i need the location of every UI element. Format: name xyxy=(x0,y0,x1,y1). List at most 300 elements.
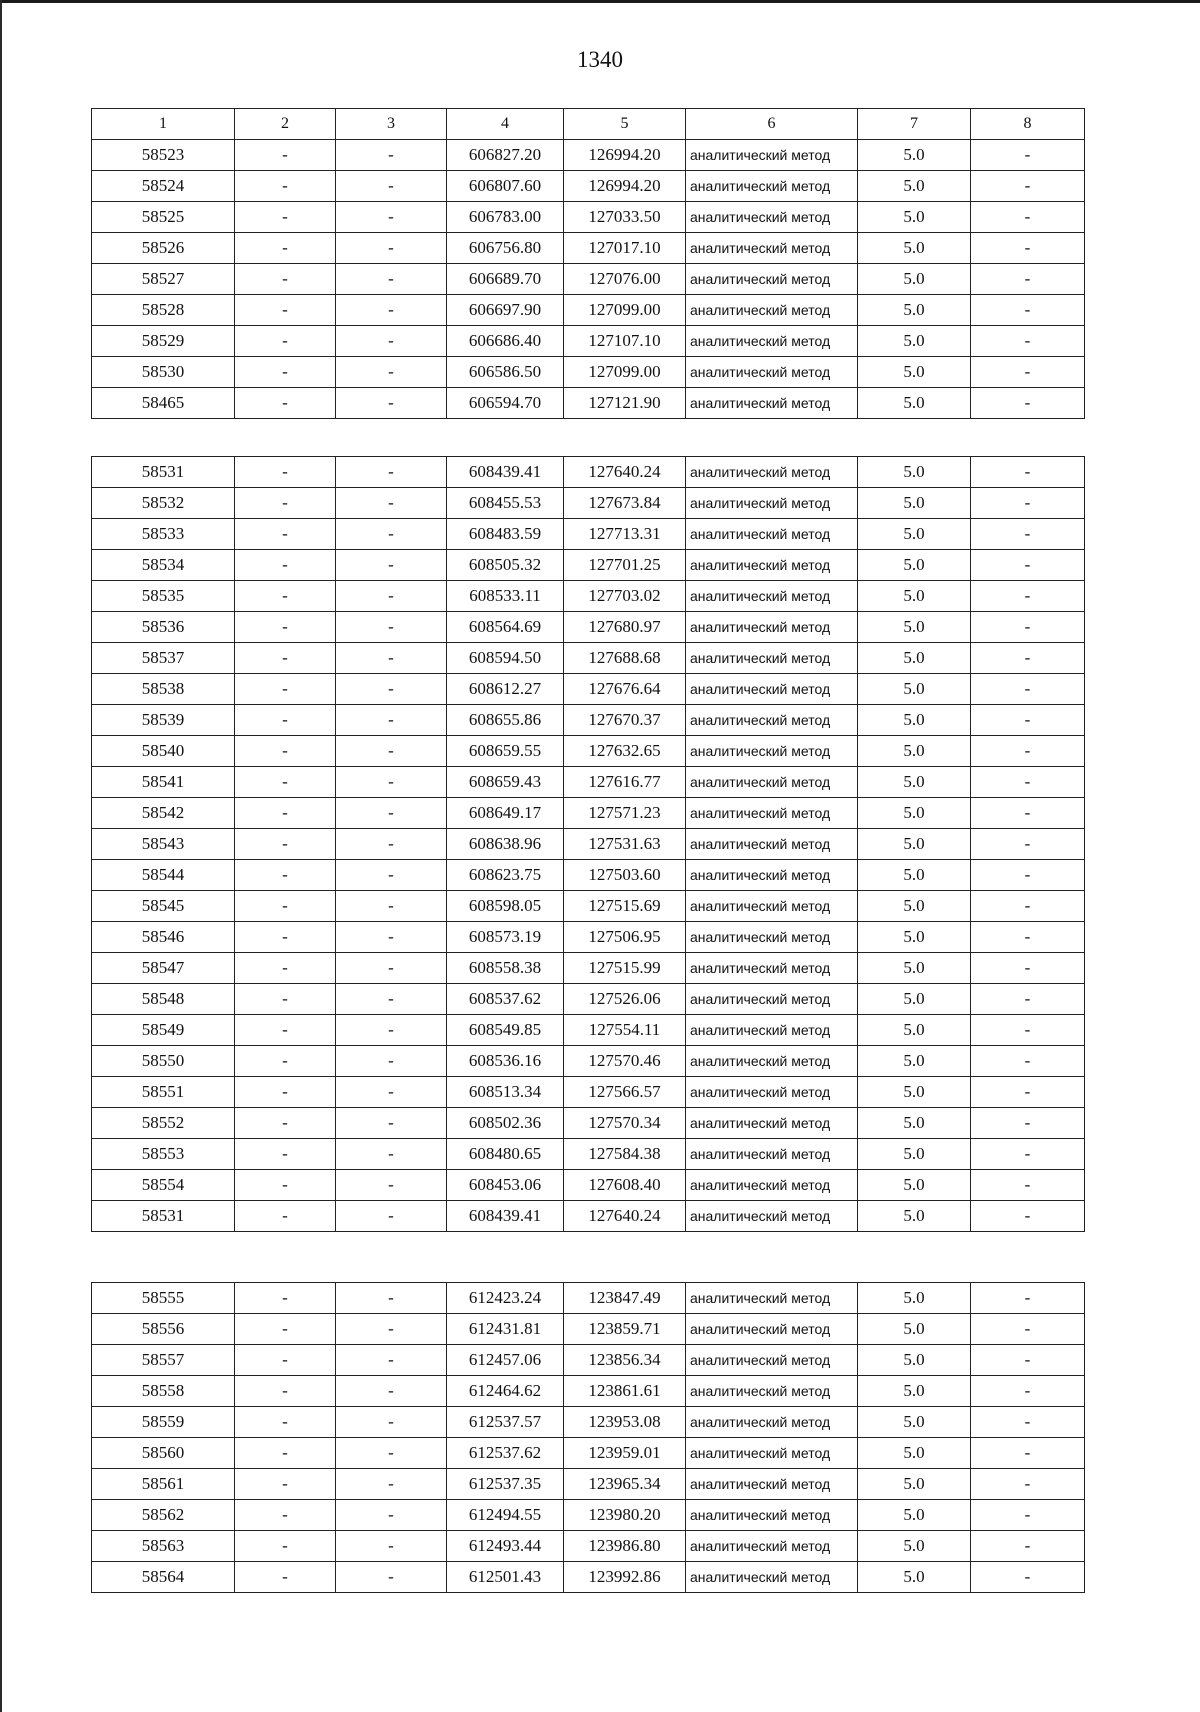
cell-col-8: - xyxy=(971,1376,1085,1407)
cell-coord-x: 608598.05 xyxy=(447,891,564,922)
table-row xyxy=(92,488,1085,519)
cell-accuracy: 5.0 xyxy=(858,202,971,233)
cell-coord-y: 127584.38 xyxy=(564,1139,686,1170)
cell-point-number: 58526 xyxy=(92,233,235,264)
cell-point-number: 58548 xyxy=(92,984,235,1015)
cell-col-2: - xyxy=(235,457,336,488)
cell-col-8: - xyxy=(971,488,1085,519)
cell-method: аналитический метод xyxy=(686,550,858,581)
cell-point-number: 58525 xyxy=(92,202,235,233)
cell-point-number: 58536 xyxy=(92,612,235,643)
cell-col-8: - xyxy=(971,1139,1085,1170)
cell-coord-x: 608480.65 xyxy=(447,1139,564,1170)
cell-method: аналитический метод xyxy=(686,736,858,767)
cell-coord-x: 606756.80 xyxy=(447,233,564,264)
cell-point-number: 58554 xyxy=(92,1170,235,1201)
cell-coord-x: 608612.27 xyxy=(447,674,564,705)
cell-method: аналитический метод xyxy=(686,643,858,674)
table-row xyxy=(92,1046,1085,1077)
cell-col-2: - xyxy=(235,705,336,736)
cell-coord-y: 127107.10 xyxy=(564,326,686,357)
cell-coord-x: 608594.50 xyxy=(447,643,564,674)
cell-col-2: - xyxy=(235,1376,336,1407)
cell-coord-x: 612537.57 xyxy=(447,1407,564,1438)
cell-method: аналитический метод xyxy=(686,891,858,922)
cell-point-number: 58529 xyxy=(92,326,235,357)
cell-coord-y: 126994.20 xyxy=(564,140,686,171)
cell-method: аналитический метод xyxy=(686,1046,858,1077)
cell-point-number: 58559 xyxy=(92,1407,235,1438)
cell-method: аналитический метод xyxy=(686,388,858,419)
cell-col-3: - xyxy=(336,1077,447,1108)
cell-col-3: - xyxy=(336,1531,447,1562)
column-header: 5 xyxy=(564,109,686,140)
table-row xyxy=(92,140,1085,171)
cell-col-3: - xyxy=(336,984,447,1015)
cell-col-3: - xyxy=(336,1469,447,1500)
cell-method: аналитический метод xyxy=(686,1345,858,1376)
cell-col-8: - xyxy=(971,295,1085,326)
cell-coord-x: 608638.96 xyxy=(447,829,564,860)
cell-point-number: 58557 xyxy=(92,1345,235,1376)
table-row xyxy=(92,984,1085,1015)
cell-coord-x: 608573.19 xyxy=(447,922,564,953)
cell-col-8: - xyxy=(971,891,1085,922)
table-row xyxy=(92,1015,1085,1046)
cell-col-8: - xyxy=(971,388,1085,419)
cell-coord-y: 127017.10 xyxy=(564,233,686,264)
cell-coord-y: 123992.86 xyxy=(564,1562,686,1593)
cell-col-2: - xyxy=(235,1015,336,1046)
cell-method: аналитический метод xyxy=(686,1283,858,1314)
cell-col-3: - xyxy=(336,798,447,829)
cell-accuracy: 5.0 xyxy=(858,1314,971,1345)
table-row xyxy=(92,1438,1085,1469)
table-row xyxy=(92,1077,1085,1108)
cell-point-number: 58534 xyxy=(92,550,235,581)
cell-col-8: - xyxy=(971,1500,1085,1531)
cell-col-2: - xyxy=(235,767,336,798)
cell-col-8: - xyxy=(971,1015,1085,1046)
cell-coord-y: 127608.40 xyxy=(564,1170,686,1201)
cell-point-number: 58558 xyxy=(92,1376,235,1407)
table-row xyxy=(92,1407,1085,1438)
cell-coord-x: 608659.43 xyxy=(447,767,564,798)
cell-method: аналитический метод xyxy=(686,1108,858,1139)
table-row xyxy=(92,705,1085,736)
cell-coord-x: 612501.43 xyxy=(447,1562,564,1593)
cell-coord-y: 123856.34 xyxy=(564,1345,686,1376)
cell-coord-x: 608536.16 xyxy=(447,1046,564,1077)
cell-accuracy: 5.0 xyxy=(858,140,971,171)
cell-method: аналитический метод xyxy=(686,202,858,233)
cell-coord-x: 606807.60 xyxy=(447,171,564,202)
cell-col-2: - xyxy=(235,612,336,643)
cell-col-8: - xyxy=(971,1531,1085,1562)
cell-accuracy: 5.0 xyxy=(858,1139,971,1170)
cell-col-2: - xyxy=(235,581,336,612)
cell-coord-y: 127632.65 xyxy=(564,736,686,767)
cell-col-2: - xyxy=(235,1562,336,1593)
cell-method: аналитический метод xyxy=(686,1500,858,1531)
cell-col-3: - xyxy=(336,1201,447,1232)
table-row xyxy=(92,1469,1085,1500)
cell-col-2: - xyxy=(235,1108,336,1139)
cell-point-number: 58527 xyxy=(92,264,235,295)
cell-method: аналитический метод xyxy=(686,1562,858,1593)
cell-coord-x: 612423.24 xyxy=(447,1283,564,1314)
cell-col-2: - xyxy=(235,798,336,829)
cell-col-3: - xyxy=(336,1139,447,1170)
cell-col-8: - xyxy=(971,457,1085,488)
cell-coord-y: 127676.64 xyxy=(564,674,686,705)
cell-col-3: - xyxy=(336,1015,447,1046)
cell-coord-x: 612537.35 xyxy=(447,1469,564,1500)
cell-col-8: - xyxy=(971,829,1085,860)
cell-coord-x: 608439.41 xyxy=(447,1201,564,1232)
cell-accuracy: 5.0 xyxy=(858,1077,971,1108)
cell-col-2: - xyxy=(235,388,336,419)
cell-col-3: - xyxy=(336,457,447,488)
cell-coord-y: 127076.00 xyxy=(564,264,686,295)
cell-coord-x: 606827.20 xyxy=(447,140,564,171)
cell-coord-x: 608453.06 xyxy=(447,1170,564,1201)
cell-col-2: - xyxy=(235,326,336,357)
table-row xyxy=(92,953,1085,984)
cell-point-number: 58560 xyxy=(92,1438,235,1469)
cell-method: аналитический метод xyxy=(686,705,858,736)
cell-col-8: - xyxy=(971,264,1085,295)
cell-col-2: - xyxy=(235,1407,336,1438)
cell-point-number: 58465 xyxy=(92,388,235,419)
cell-method: аналитический метод xyxy=(686,1407,858,1438)
cell-accuracy: 5.0 xyxy=(858,829,971,860)
cell-coord-y: 127713.31 xyxy=(564,519,686,550)
cell-col-3: - xyxy=(336,1376,447,1407)
table-row xyxy=(92,1170,1085,1201)
cell-col-8: - xyxy=(971,550,1085,581)
cell-col-2: - xyxy=(235,264,336,295)
cell-coord-x: 606697.90 xyxy=(447,295,564,326)
cell-col-8: - xyxy=(971,519,1085,550)
cell-point-number: 58541 xyxy=(92,767,235,798)
cell-col-8: - xyxy=(971,326,1085,357)
cell-col-8: - xyxy=(971,860,1085,891)
cell-point-number: 58564 xyxy=(92,1562,235,1593)
table-row xyxy=(92,1531,1085,1562)
cell-method: аналитический метод xyxy=(686,264,858,295)
cell-col-3: - xyxy=(336,891,447,922)
cell-col-8: - xyxy=(971,798,1085,829)
cell-point-number: 58552 xyxy=(92,1108,235,1139)
cell-coord-y: 127033.50 xyxy=(564,202,686,233)
coordinates-table-2 xyxy=(91,456,1085,1232)
cell-method: аналитический метод xyxy=(686,1077,858,1108)
cell-method: аналитический метод xyxy=(686,1438,858,1469)
cell-method: аналитический метод xyxy=(686,171,858,202)
cell-col-3: - xyxy=(336,140,447,171)
cell-method: аналитический метод xyxy=(686,922,858,953)
cell-method: аналитический метод xyxy=(686,674,858,705)
cell-col-3: - xyxy=(336,202,447,233)
cell-col-2: - xyxy=(235,1438,336,1469)
cell-col-3: - xyxy=(336,736,447,767)
cell-col-2: - xyxy=(235,1500,336,1531)
cell-accuracy: 5.0 xyxy=(858,1046,971,1077)
cell-point-number: 58547 xyxy=(92,953,235,984)
cell-col-8: - xyxy=(971,202,1085,233)
cell-col-2: - xyxy=(235,891,336,922)
cell-col-3: - xyxy=(336,1345,447,1376)
cell-coord-x: 608659.55 xyxy=(447,736,564,767)
cell-point-number: 58561 xyxy=(92,1469,235,1500)
cell-point-number: 58545 xyxy=(92,891,235,922)
cell-method: аналитический метод xyxy=(686,1314,858,1345)
cell-col-3: - xyxy=(336,233,447,264)
cell-accuracy: 5.0 xyxy=(858,519,971,550)
table-row xyxy=(92,202,1085,233)
cell-col-8: - xyxy=(971,922,1085,953)
cell-coord-y: 127640.24 xyxy=(564,457,686,488)
cell-coord-x: 608623.75 xyxy=(447,860,564,891)
cell-coord-y: 127688.68 xyxy=(564,643,686,674)
cell-col-3: - xyxy=(336,1283,447,1314)
cell-col-3: - xyxy=(336,171,447,202)
cell-accuracy: 5.0 xyxy=(858,233,971,264)
cell-col-8: - xyxy=(971,674,1085,705)
table-row xyxy=(92,1201,1085,1232)
cell-point-number: 58524 xyxy=(92,171,235,202)
cell-col-3: - xyxy=(336,581,447,612)
cell-coord-y: 127616.77 xyxy=(564,767,686,798)
cell-accuracy: 5.0 xyxy=(858,1283,971,1314)
cell-accuracy: 5.0 xyxy=(858,736,971,767)
cell-coord-y: 127680.97 xyxy=(564,612,686,643)
cell-coord-x: 606686.40 xyxy=(447,326,564,357)
cell-coord-y: 127703.02 xyxy=(564,581,686,612)
cell-method: аналитический метод xyxy=(686,1531,858,1562)
cell-method: аналитический метод xyxy=(686,798,858,829)
cell-col-2: - xyxy=(235,1139,336,1170)
cell-coord-y: 123859.71 xyxy=(564,1314,686,1345)
cell-coord-y: 127099.00 xyxy=(564,295,686,326)
cell-col-8: - xyxy=(971,171,1085,202)
cell-coord-y: 127566.57 xyxy=(564,1077,686,1108)
cell-coord-x: 608537.62 xyxy=(447,984,564,1015)
cell-col-2: - xyxy=(235,829,336,860)
cell-method: аналитический метод xyxy=(686,457,858,488)
cell-col-2: - xyxy=(235,860,336,891)
cell-coord-y: 126994.20 xyxy=(564,171,686,202)
cell-col-3: - xyxy=(336,295,447,326)
cell-coord-x: 608649.17 xyxy=(447,798,564,829)
cell-col-3: - xyxy=(336,1108,447,1139)
cell-coord-y: 123986.80 xyxy=(564,1531,686,1562)
cell-method: аналитический метод xyxy=(686,953,858,984)
cell-col-3: - xyxy=(336,1500,447,1531)
cell-accuracy: 5.0 xyxy=(858,705,971,736)
cell-col-3: - xyxy=(336,860,447,891)
cell-col-3: - xyxy=(336,1562,447,1593)
cell-coord-y: 127526.06 xyxy=(564,984,686,1015)
cell-coord-y: 127640.24 xyxy=(564,1201,686,1232)
cell-method: аналитический метод xyxy=(686,612,858,643)
cell-point-number: 58530 xyxy=(92,357,235,388)
cell-col-2: - xyxy=(235,984,336,1015)
column-header: 7 xyxy=(858,109,971,140)
cell-col-3: - xyxy=(336,550,447,581)
cell-col-3: - xyxy=(336,1170,447,1201)
cell-accuracy: 5.0 xyxy=(858,984,971,1015)
cell-accuracy: 5.0 xyxy=(858,326,971,357)
cell-coord-y: 123953.08 xyxy=(564,1407,686,1438)
table-row xyxy=(92,519,1085,550)
cell-point-number: 58544 xyxy=(92,860,235,891)
cell-coord-x: 606594.70 xyxy=(447,388,564,419)
cell-coord-x: 612537.62 xyxy=(447,1438,564,1469)
table-row xyxy=(92,357,1085,388)
cell-col-2: - xyxy=(235,171,336,202)
column-header: 1 xyxy=(92,109,235,140)
cell-method: аналитический метод xyxy=(686,1376,858,1407)
cell-col-2: - xyxy=(235,488,336,519)
cell-method: аналитический метод xyxy=(686,581,858,612)
cell-point-number: 58540 xyxy=(92,736,235,767)
page-number: 1340 xyxy=(577,47,623,72)
cell-col-3: - xyxy=(336,1438,447,1469)
cell-col-8: - xyxy=(971,1046,1085,1077)
cell-coord-y: 127121.90 xyxy=(564,388,686,419)
table-row xyxy=(92,1376,1085,1407)
cell-accuracy: 5.0 xyxy=(858,1562,971,1593)
cell-col-2: - xyxy=(235,1170,336,1201)
cell-col-8: - xyxy=(971,233,1085,264)
cell-coord-y: 127506.95 xyxy=(564,922,686,953)
column-header: 3 xyxy=(336,109,447,140)
cell-method: аналитический метод xyxy=(686,1170,858,1201)
cell-col-8: - xyxy=(971,1562,1085,1593)
cell-coord-x: 608502.36 xyxy=(447,1108,564,1139)
cell-coord-x: 612494.55 xyxy=(447,1500,564,1531)
cell-col-8: - xyxy=(971,736,1085,767)
cell-col-3: - xyxy=(336,922,447,953)
cell-col-3: - xyxy=(336,767,447,798)
cell-point-number: 58542 xyxy=(92,798,235,829)
cell-col-2: - xyxy=(235,140,336,171)
table-row xyxy=(92,1314,1085,1345)
cell-coord-x: 608455.53 xyxy=(447,488,564,519)
cell-method: аналитический метод xyxy=(686,233,858,264)
cell-col-3: - xyxy=(336,326,447,357)
scan-edge-left xyxy=(0,0,2,1712)
table-row xyxy=(92,798,1085,829)
cell-accuracy: 5.0 xyxy=(858,264,971,295)
cell-col-2: - xyxy=(235,202,336,233)
cell-coord-x: 608558.38 xyxy=(447,953,564,984)
cell-col-8: - xyxy=(971,581,1085,612)
cell-col-3: - xyxy=(336,705,447,736)
cell-col-8: - xyxy=(971,1108,1085,1139)
cell-accuracy: 5.0 xyxy=(858,1376,971,1407)
cell-point-number: 58553 xyxy=(92,1139,235,1170)
cell-coord-y: 127515.99 xyxy=(564,953,686,984)
table-row xyxy=(92,767,1085,798)
cell-accuracy: 5.0 xyxy=(858,643,971,674)
cell-col-2: - xyxy=(235,1531,336,1562)
cell-accuracy: 5.0 xyxy=(858,1407,971,1438)
cell-method: аналитический метод xyxy=(686,767,858,798)
cell-col-3: - xyxy=(336,357,447,388)
cell-accuracy: 5.0 xyxy=(858,1108,971,1139)
cell-point-number: 58531 xyxy=(92,1201,235,1232)
cell-accuracy: 5.0 xyxy=(858,1201,971,1232)
cell-col-2: - xyxy=(235,1077,336,1108)
cell-method: аналитический метод xyxy=(686,984,858,1015)
cell-accuracy: 5.0 xyxy=(858,1170,971,1201)
table-row xyxy=(92,264,1085,295)
cell-col-3: - xyxy=(336,674,447,705)
cell-col-2: - xyxy=(235,736,336,767)
cell-coord-x: 606586.50 xyxy=(447,357,564,388)
cell-col-8: - xyxy=(971,643,1085,674)
cell-col-8: - xyxy=(971,1077,1085,1108)
cell-accuracy: 5.0 xyxy=(858,171,971,202)
cell-accuracy: 5.0 xyxy=(858,1500,971,1531)
cell-col-2: - xyxy=(235,233,336,264)
cell-point-number: 58535 xyxy=(92,581,235,612)
cell-col-8: - xyxy=(971,1201,1085,1232)
cell-coord-y: 127531.63 xyxy=(564,829,686,860)
cell-point-number: 58531 xyxy=(92,457,235,488)
cell-col-2: - xyxy=(235,922,336,953)
cell-accuracy: 5.0 xyxy=(858,1015,971,1046)
cell-coord-y: 123980.20 xyxy=(564,1500,686,1531)
cell-coord-x: 608564.69 xyxy=(447,612,564,643)
cell-accuracy: 5.0 xyxy=(858,891,971,922)
cell-coord-x: 608513.34 xyxy=(447,1077,564,1108)
cell-col-3: - xyxy=(336,488,447,519)
cell-accuracy: 5.0 xyxy=(858,550,971,581)
cell-point-number: 58555 xyxy=(92,1283,235,1314)
cell-accuracy: 5.0 xyxy=(858,357,971,388)
column-header: 2 xyxy=(235,109,336,140)
cell-col-3: - xyxy=(336,264,447,295)
cell-coord-x: 612464.62 xyxy=(447,1376,564,1407)
cell-point-number: 58543 xyxy=(92,829,235,860)
cell-point-number: 58550 xyxy=(92,1046,235,1077)
cell-col-3: - xyxy=(336,1046,447,1077)
cell-point-number: 58546 xyxy=(92,922,235,953)
column-header: 4 xyxy=(447,109,564,140)
cell-accuracy: 5.0 xyxy=(858,1345,971,1376)
table-row xyxy=(92,736,1085,767)
cell-coord-y: 127570.46 xyxy=(564,1046,686,1077)
cell-col-2: - xyxy=(235,1345,336,1376)
cell-col-3: - xyxy=(336,829,447,860)
cell-col-3: - xyxy=(336,953,447,984)
cell-coord-x: 608505.32 xyxy=(447,550,564,581)
table-row xyxy=(92,550,1085,581)
table-row xyxy=(92,233,1085,264)
cell-method: аналитический метод xyxy=(686,829,858,860)
cell-method: аналитический метод xyxy=(686,488,858,519)
cell-col-8: - xyxy=(971,953,1085,984)
cell-point-number: 58532 xyxy=(92,488,235,519)
cell-coord-y: 127701.25 xyxy=(564,550,686,581)
cell-col-2: - xyxy=(235,1469,336,1500)
table-row xyxy=(92,829,1085,860)
cell-coord-x: 612493.44 xyxy=(447,1531,564,1562)
